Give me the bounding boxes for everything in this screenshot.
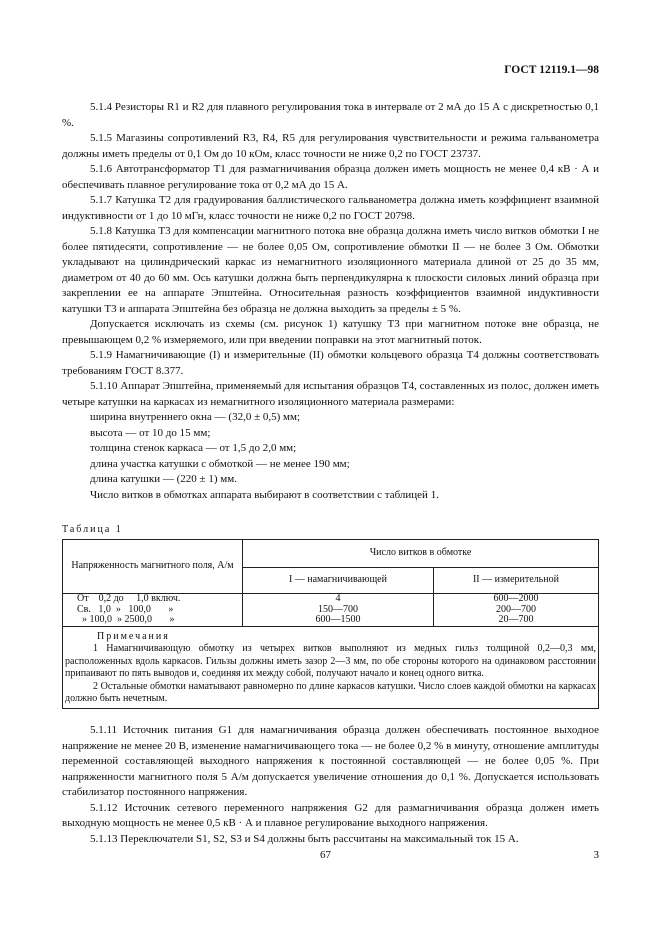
dim-winding-length: длина участка катушки с обмоткой — не менее 190 мм;: [90, 457, 350, 470]
dim-window-width: ширина внутреннего окна — (32,0 ± 0,5) мм;: [90, 411, 301, 423]
header-turns: Число витков в обмотке: [243, 540, 599, 568]
body-text-bottom: [62, 723, 599, 847]
body-text-top: [62, 100, 599, 503]
clause-5-1-9: 5.1.9 Намагничивающие (I) и измерительные (II) обмотки кольцевого образца T4 должны соответствовать требованиям ГОСТ 8.377.: [62, 349, 599, 377]
magnetizing-values-text: 4 150—700 600—1500: [315, 593, 361, 625]
measuring-values-text: 600—2000 200—700 20—700: [493, 593, 539, 625]
clause-5-1-4: 5.1.4 Резисторы R1 и R2 для плавного регулирования тока в интервале от 2 мА до 15 А с дискретностью 0,1 %.: [62, 101, 599, 129]
clause-5-1-12: 5.1.12 Источник сетевого переменного напряжения G2 для размагничивания образца должен иметь выходную мощность не менее 0,5 кВ · А и плавное регулирование выходного напряжения.: [62, 801, 599, 829]
table-notes: [63, 626, 599, 708]
note-1: 1 Намагничивающую обмотку из четырех витков выполняют из медных гильз толщиной 0,2—0,3 мм, расположенных вдоль каркасов. Гильзы должны иметь зазор 2—3 мм, по обе стороны которого на одинаковом расстоянии припаивают по пять выводов и, соединяя их между собой, получают начало и конец одного витка.: [65, 643, 596, 679]
table-1: [62, 539, 599, 709]
field-ranges-text: От 0,2 до 1,0 включ. Св. 1,0 » 100,0 » » 100,0 » 2500,0 »: [77, 593, 181, 625]
clause-5-1-11: 5.1.11 Источник питания G1 для намагничивания образца должен обеспечивать постоянное выходное напряжение не менее 20 В, изменение намагничивающего тока — не более 0,2 % в минуту, отношение амплитуды переменной составляющей выходного напряжения к постоянной составляющей — не более 0,05 %. При напряженности магнитного поля 5 А/м допускается увеличение отношения до 0,1 %. Допускается использовать стабилизатор постоянного напряжения.: [62, 724, 599, 798]
cell-field-ranges: [63, 594, 243, 627]
header-magnetizing: I — намагничивающей: [243, 568, 434, 594]
page-number-center: 67: [320, 849, 331, 861]
cell-measuring-values: [433, 594, 598, 627]
dim-coil-length: длина катушки — (220 ± 1) мм.: [90, 473, 237, 485]
note-2: 2 Остальные обмотки наматывают равномерно по длине каркасов катушки. Число слоев каждой обмотки на каркасах должно быть нечетным.: [65, 680, 596, 704]
dim-height: высота — от 10 до 15 мм;: [90, 426, 211, 439]
clause-5-1-6: 5.1.6 Автотрансформатор T1 для размагничивания образца должен иметь мощность не менее 0,4 кВ · А и обеспечивать плавное регулирование тока от 0,2 мА до 15 А.: [62, 163, 599, 191]
clause-5-1-10: 5.1.10 Аппарат Эпштейна, применяемый для испытания образцов T4, составленных из полос, должен иметь четыре катушки на каркасах из немагнитного изоляционного материала размерами:: [62, 380, 599, 408]
dim-wall-thickness: толщина стенок каркаса — от 1,5 до 2,0 мм;: [90, 442, 297, 454]
page-number-right: 3: [593, 849, 599, 861]
turns-reference: Число витков в обмотках аппарата выбирают в соответствии с таблицей 1.: [90, 488, 439, 501]
header-measuring: II — измерительной: [433, 568, 598, 594]
clause-5-1-8: 5.1.8 Катушка T3 для компенсации магнитного потока вне образца должна иметь число витков обмотки I не более пятидесяти, сопротивление — не более 0,05 Ом, сопротивление обмотки II — не более 3 Ом. Обмотки укладывают на цилиндрический каркас из немагнитного изоляционного материала длиной от 25 до 35 мм, диаметром от 40 до 60 мм. Ось катушки должна быть перпендикулярна к плоскости силовых линий образца при закреплении ее на аппарате Эпштейна. Относительная разность коэффициентов взаимной индуктивности катушки T3 и аппарата Эпштейна без образца не должна выходить за пределы ± 5 %.: [62, 225, 599, 315]
cell-magnetizing-values: [243, 594, 434, 627]
clause-5-1-5: 5.1.5 Магазины сопротивлений R3, R4, R5 для регулирования чувствительности и режима гальванометра должны иметь пределы от 0,1 Ом до 10 кОм, класс точности не ниже 0,2 по ГОСТ 23737.: [62, 132, 599, 160]
document-header: ГОСТ 12119.1—98: [504, 64, 599, 76]
clause-5-1-7: 5.1.7 Катушка T2 для градуирования баллистического гальванометра должна иметь коэффициент взаимной индуктивности от 1 до 10 мГн, класс точности не ниже 0,2 по ГОСТ 20798.: [62, 194, 599, 222]
header-field-strength: Напряженность магнитного поля, А/м: [63, 540, 243, 594]
table-caption: Таблица 1: [62, 524, 123, 535]
clause-5-1-8-note: Допускается исключать из схемы (см. рисунок 1) катушку T3 при магнитном потоке вне образца, не превышающем 0,2 % измеряемого, или при введении поправки на этот магнитный поток.: [62, 318, 599, 346]
notes-heading: Примечания: [97, 630, 170, 642]
clause-5-1-13: 5.1.13 Переключатели S1, S2, S3 и S4 должны быть рассчитаны на максимальный ток 15 А.: [90, 832, 519, 845]
